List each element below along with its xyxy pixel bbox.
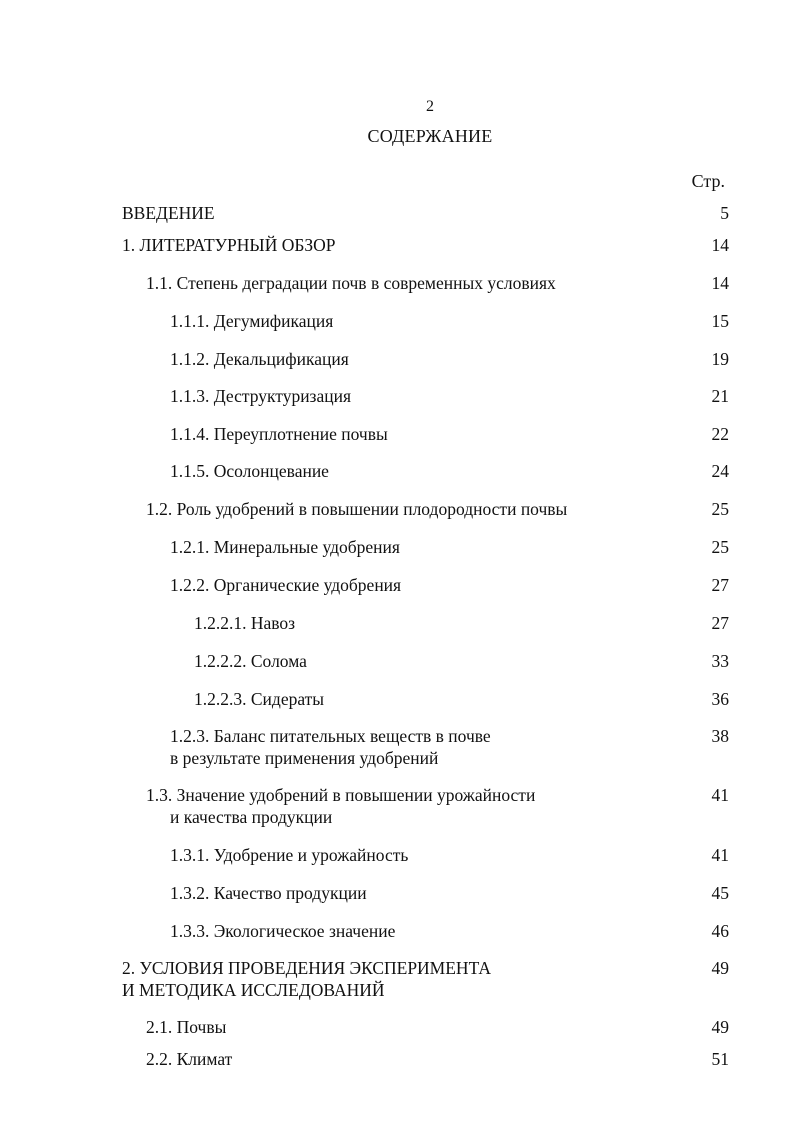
toc-entry-1-2-1: 1.2.1. Минеральные удобрения [170, 537, 400, 557]
toc-page-number: 19 [711, 349, 729, 369]
toc-entry-1-2-3: 1.2.3. Баланс питательных веществ в почве [170, 726, 491, 746]
toc-entry-1-1: 1.1. Степень деградации почв в современных условиях [146, 273, 556, 293]
toc-page-number: 15 [711, 311, 729, 331]
toc-entry-1-1-1: 1.1.1. Дегумификация [170, 311, 334, 331]
toc-page-number: 46 [711, 921, 729, 941]
toc-page-number: 27 [711, 613, 729, 633]
toc-page-number: 25 [711, 537, 729, 557]
toc-page-number: 49 [711, 958, 729, 978]
toc-entry-chapter-2-continued: И МЕТОДИКА ИССЛЕДОВАНИЙ [122, 980, 385, 1000]
toc-entry-1-3-3: 1.3.3. Экологическое значение [170, 921, 396, 941]
toc-page-number: 41 [711, 785, 729, 805]
toc-entry-1-1-4: 1.1.4. Переуплотнение почвы [170, 424, 388, 444]
toc-page-number: 45 [711, 883, 729, 903]
toc-page-number: 27 [711, 575, 729, 595]
toc-entry-1-2-3-continued: в результате применения удобрений [170, 748, 439, 768]
toc-entry-1-2-2: 1.2.2. Органические удобрения [170, 575, 402, 595]
toc-page-number: 49 [711, 1017, 729, 1037]
toc-entry-introduction: ВВЕДЕНИЕ [122, 203, 215, 223]
page-column-label: Стр. [691, 171, 725, 191]
toc-entry-1-1-2: 1.1.2. Декальцификация [170, 349, 349, 369]
toc-page-number: 21 [711, 386, 729, 406]
toc-page-number: 14 [711, 235, 729, 255]
toc-entry-1-2-2-2: 1.2.2.2. Солома [194, 651, 307, 671]
toc-entry-1-1-3: 1.1.3. Деструктуризация [170, 386, 352, 406]
toc-page-number: 36 [711, 689, 729, 709]
toc-page-number: 22 [711, 424, 729, 444]
toc-entry-1-3: 1.3. Значение удобрений в повышении урожайности [146, 785, 536, 805]
toc-entry-2-1: 2.1. Почвы [146, 1017, 227, 1037]
toc-entry-1-2-2-3: 1.2.2.3. Сидераты [194, 689, 325, 709]
toc-entry-1-1-5: 1.1.5. Осолонцевание [170, 461, 329, 481]
toc-page-number: 14 [711, 273, 729, 293]
toc-page-number: 51 [711, 1049, 729, 1069]
page-title: СОДЕРЖАНИЕ [367, 126, 493, 146]
toc-entry-2-2: 2.2. Климат [146, 1049, 233, 1069]
toc-entry-chapter-1: 1. ЛИТЕРАТУРНЫЙ ОБЗОР [122, 235, 336, 255]
toc-page-number: 5 [720, 203, 729, 223]
toc-entry-1-3-continued: и качества продукции [170, 807, 333, 827]
toc-entry-1-2-2-1: 1.2.2.1. Навоз [194, 613, 296, 633]
toc-entry-chapter-2: 2. УСЛОВИЯ ПРОВЕДЕНИЯ ЭКСПЕРИМЕНТА [122, 958, 492, 978]
toc-page-number: 41 [711, 845, 729, 865]
toc-page-number: 24 [711, 461, 729, 481]
toc-page-number: 38 [711, 726, 729, 746]
toc-entry-1-3-2: 1.3.2. Качество продукции [170, 883, 367, 903]
toc-entry-1-3-1: 1.3.1. Удобрение и урожайность [170, 845, 409, 865]
toc-entry-1-2: 1.2. Роль удобрений в повышении плодородности почвы [146, 499, 568, 519]
toc-page-number: 33 [711, 651, 729, 671]
toc-page-number: 25 [711, 499, 729, 519]
page-number: 2 [426, 98, 434, 115]
